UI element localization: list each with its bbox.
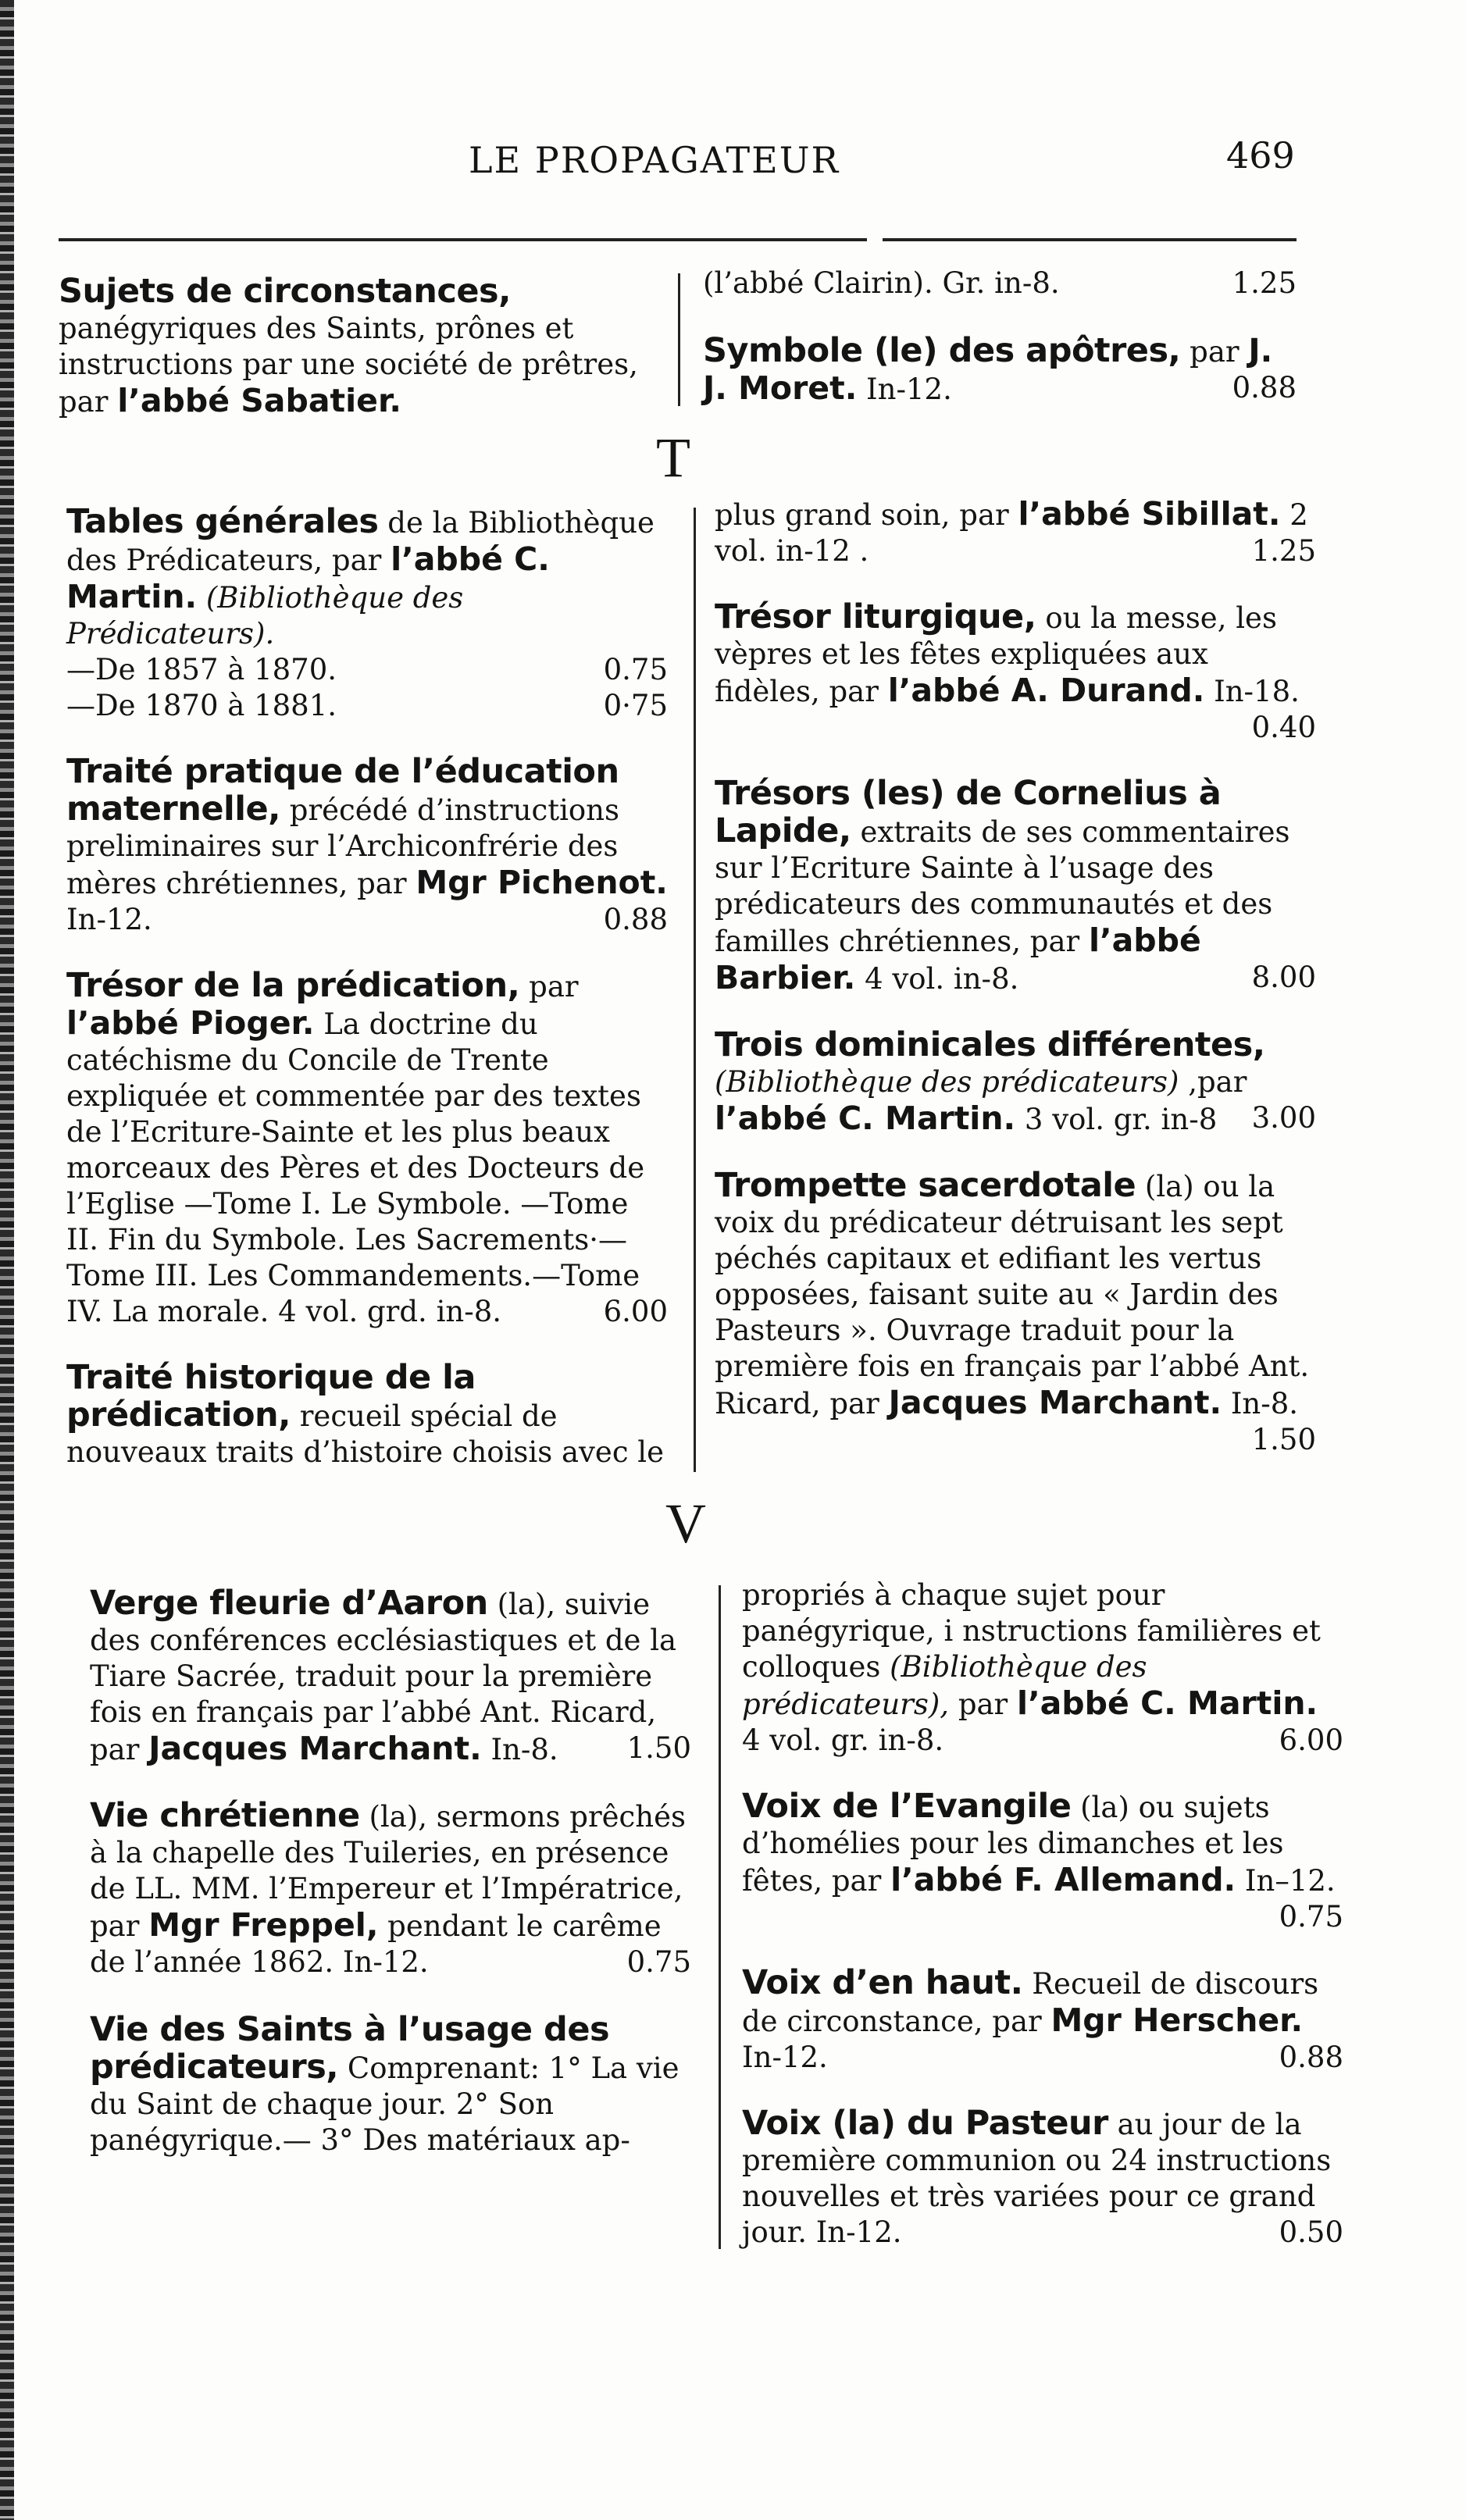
entry-desc: Comprenant: 1° La vie du Saint de chaque jour. 2° Son panégyrique.— 3° Des matériaux ap- [90,2051,679,2157]
entry-title: Vie chrétienne [90,1796,360,1835]
entry-author: l’abbé C. Martin. [66,540,550,615]
entry-by: par [1190,335,1240,369]
entry-desc: (la), sermons prêchés à la chapelle des Tuileries, en présence de LL. MM. l’Empereur et l’Impératrice, par [90,1800,686,1943]
entry-price: 0.50 [1279,2215,1343,2249]
entry-title: Trois dominicales différentes, [715,1025,1265,1064]
column-separator [694,508,696,1472]
column-separator [719,1585,721,2249]
entry-price: 8.00 [1251,961,1316,994]
entry-title: Vie des Saints à l’usage des prédicateurs, [90,2010,610,2087]
entry-desc: (la) ou la voix du prédicateur détruisant les sept péchés capitaux et edifiant les vertus opposées, faisant suite au « Jardin des Pasteurs ». Ouvrage traduit pour la première fois en français par l’abbé Ant. Ricard, par [715,1170,1310,1420]
entry-continuation [703,266,1297,301]
entry-desc: ou la messe, les vèpres et les fêtes expliquées aux fidèles, par [715,601,1277,708]
entry-title: Verge fleurie d’Aaron [90,1584,488,1623]
top-right-column [703,266,1297,408]
entry-author: l’abbé C. Martin. [715,1100,1016,1137]
binding-edge [0,0,14,2520]
entry-series: (Bibliothèque des Prédicateurs). [66,581,464,650]
entry-format: In-8. [490,1733,558,1766]
entry-author: l’abbé C. Martin. [1017,1684,1318,1722]
entry-author: Mgr Freppel, [148,1906,379,1944]
entry-price: 0.75 [603,653,668,686]
entry-title: Traité historique de la prédication, [66,1358,476,1435]
entry-format: In-12. [866,372,952,406]
entry-voix-evangile [742,1788,1343,1935]
entry-symbole [703,333,1297,408]
entry-continuation [742,1577,1343,1759]
price-label: —De 1870 à 1881. [66,689,337,722]
entry-desc: recueil spécial de nouveaux traits d’histoire choisis avec le [66,1399,665,1469]
section-letter-t: T [656,426,690,489]
entry-title: Symbole (le) des apôtres, [703,331,1181,370]
top-left-column [59,273,652,450]
entry-desc: extraits de ses commentaires sur l’Ecriture Sainte à l’usage des prédicateurs des communautés et des familles chrétiennes, par [715,815,1290,958]
entry-format: In-18. [1214,675,1300,708]
entry-title: Trésors (les) de Cornelius à Lapide, [715,774,1222,850]
entry-format: In–12. [1244,1864,1336,1898]
entry-desc: La doctrine du catéchisme du Concile de Trente expliquée et commentée par des textes de l’Ecriture-Sainte et les plus beaux morceaux des Pères et des Docteurs de l’Eglise —Tome I. Le Symbole. —Tome II. Fin du Symbole. Les Sacrements·—Tome III. Les Commandements.—Tome IV. La morale. [66,1007,645,1328]
entry-vie-des-saints [90,2012,691,2158]
entry-title: Tables générales [66,502,379,541]
entry-author: Jacques Marchant. [148,1730,482,1767]
entry-price: 1.50 [626,1731,691,1765]
entry-tables-generales [66,504,668,724]
entry-voix-pasteur [742,2105,1343,2251]
entry-desc: précédé d’instructions preliminaires sur l’Archiconfrérie des mères chrétiennes, par [66,793,619,900]
running-title: LE PROPAGATEUR [469,139,840,181]
entry-title: Sujets de circonstances, [59,272,511,311]
entry-price: 1.25 [1251,534,1316,568]
entry-author: l’abbé Sabatier. [117,382,401,419]
entry-voix-en-haut [742,1965,1343,2076]
entry-author: l’abbé Pioger. [66,1004,315,1042]
entry-price: 0.75 [1279,1900,1343,1934]
entry-price: 3.00 [1251,1101,1316,1135]
entry-tresor-liturgique [715,599,1316,746]
entry-format: In-12. [342,1945,429,1979]
t-right-column [715,496,1316,1488]
entry-price: 1.25 [1232,266,1297,300]
entry-price: 0.40 [1251,711,1316,744]
entry-verge-fleurie [90,1585,691,1768]
entry-format: In-12. [742,2041,828,2074]
entry-price: 0.88 [1279,2041,1343,2074]
entry-by: par [958,1688,1008,1721]
entry-tresor-predication [66,968,668,1330]
entry-sujets [59,273,652,420]
entry-author: l’abbé Barbier. [715,921,1201,996]
page-number: 469 [1226,134,1295,176]
entry-desc: panégyriques des Saints, prônes et instructions par une société de prêtres, par [59,312,638,419]
entry-price: 1.50 [1251,1423,1316,1456]
header-rule-right [883,238,1297,241]
entry-title: Trésor de la prédication, [66,966,520,1005]
entry-trois-dominicales [715,1027,1316,1138]
entry-title: Trésor liturgique, [715,597,1036,636]
entry-author: l’abbé A. Durand. [887,672,1205,709]
entry-by: ,par [1188,1065,1247,1099]
t-left-column [66,504,668,1500]
entry-price: 0·75 [603,689,668,722]
entry-title: Voix d’en haut. [742,1963,1023,2002]
entry-desc: au jour de la première communion ou 24 instructions nouvelles et très variées pour ce grand jour. [742,2108,1332,2249]
entry-author: Mgr Pichenot. [416,864,668,901]
entry-format: In-8. [1230,1387,1299,1420]
entry-desc: propriés à chaque sujet pour panégyrique, i nstructions familières et colloques [742,1578,1321,1684]
entry-series: (Bibliothèque des prédicateurs), [742,1650,1147,1721]
entry-vie-chretienne [90,1798,691,1980]
entry-by: par [529,970,579,1003]
entry-author: Mgr Herscher. [1050,2001,1304,2039]
entry-desc: (l’abbé Clairin). Gr. in-8. [703,266,1060,300]
v-right-column [742,1577,1343,2280]
entry-desc: (la), suivie des conférences ecclésiastiques et de la Tiare Sacrée, traduit pour la première fois en français par l’abbé Ant. Ricard, par [90,1588,677,1766]
entry-format: In-12. [815,2215,902,2249]
header-rule-left [59,238,867,241]
entry-tresors-cornelius [715,775,1316,997]
entry-author: l’abbé Sibillat. [1018,495,1281,533]
entry-price: 6.00 [1279,1723,1343,1757]
price-label: —De 1857 à 1870. [66,653,337,686]
entry-desc-2: pendant le carême de l’année 1862. [90,1909,662,1979]
entry-series: (Bibliothèque des prédicateurs) [715,1065,1179,1099]
section-letter-v: V [665,1492,706,1555]
entry-format: 4 vol. grd. in-8. [278,1295,502,1328]
entry-title: Traité pratique de l’éducation maternelle, [66,752,619,829]
entry-author: Jacques Marchant. [888,1384,1222,1421]
entry-price: 6.00 [603,1295,668,1328]
entry-price: 0.88 [603,903,668,936]
entry-format: 3 vol. gr. in-8 [1024,1103,1218,1136]
entry-price: 0.75 [626,1945,691,1979]
entry-continuation [715,496,1316,569]
entry-format: 4 vol. in-8. [865,962,1019,996]
entry-desc: de la Bibliothèque des Prédicateurs, par [66,506,655,577]
price-line [66,688,668,724]
entry-title: Trompette sacerdotale [715,1166,1136,1205]
entry-desc: Recueil de discours de circonstance, par [742,1967,1319,2038]
v-left-column [90,1585,691,2188]
column-separator [678,273,680,406]
entry-author: J. J. Moret. [703,332,1273,407]
entry-author: l’abbé F. Allemand. [890,1861,1236,1898]
entry-price: 0.88 [1232,371,1297,405]
price-line [66,652,668,688]
entry-title: Voix (la) du Pasteur [742,2104,1108,2143]
entry-traite-pratique [66,754,668,938]
entry-trompette [715,1167,1316,1458]
entry-traite-historique [66,1360,668,1470]
entry-format: 4 vol. gr. in-8. [742,1723,944,1757]
entry-format: In-12. [66,903,152,936]
entry-title: Voix de l’Evangile [742,1787,1072,1826]
entry-format: 2 vol. in-12 . [715,498,1308,568]
entry-desc: plus grand soin, par [715,498,1009,532]
entry-desc: (la) ou sujets d’homélies pour les dimanches et les fêtes, par [742,1791,1284,1898]
